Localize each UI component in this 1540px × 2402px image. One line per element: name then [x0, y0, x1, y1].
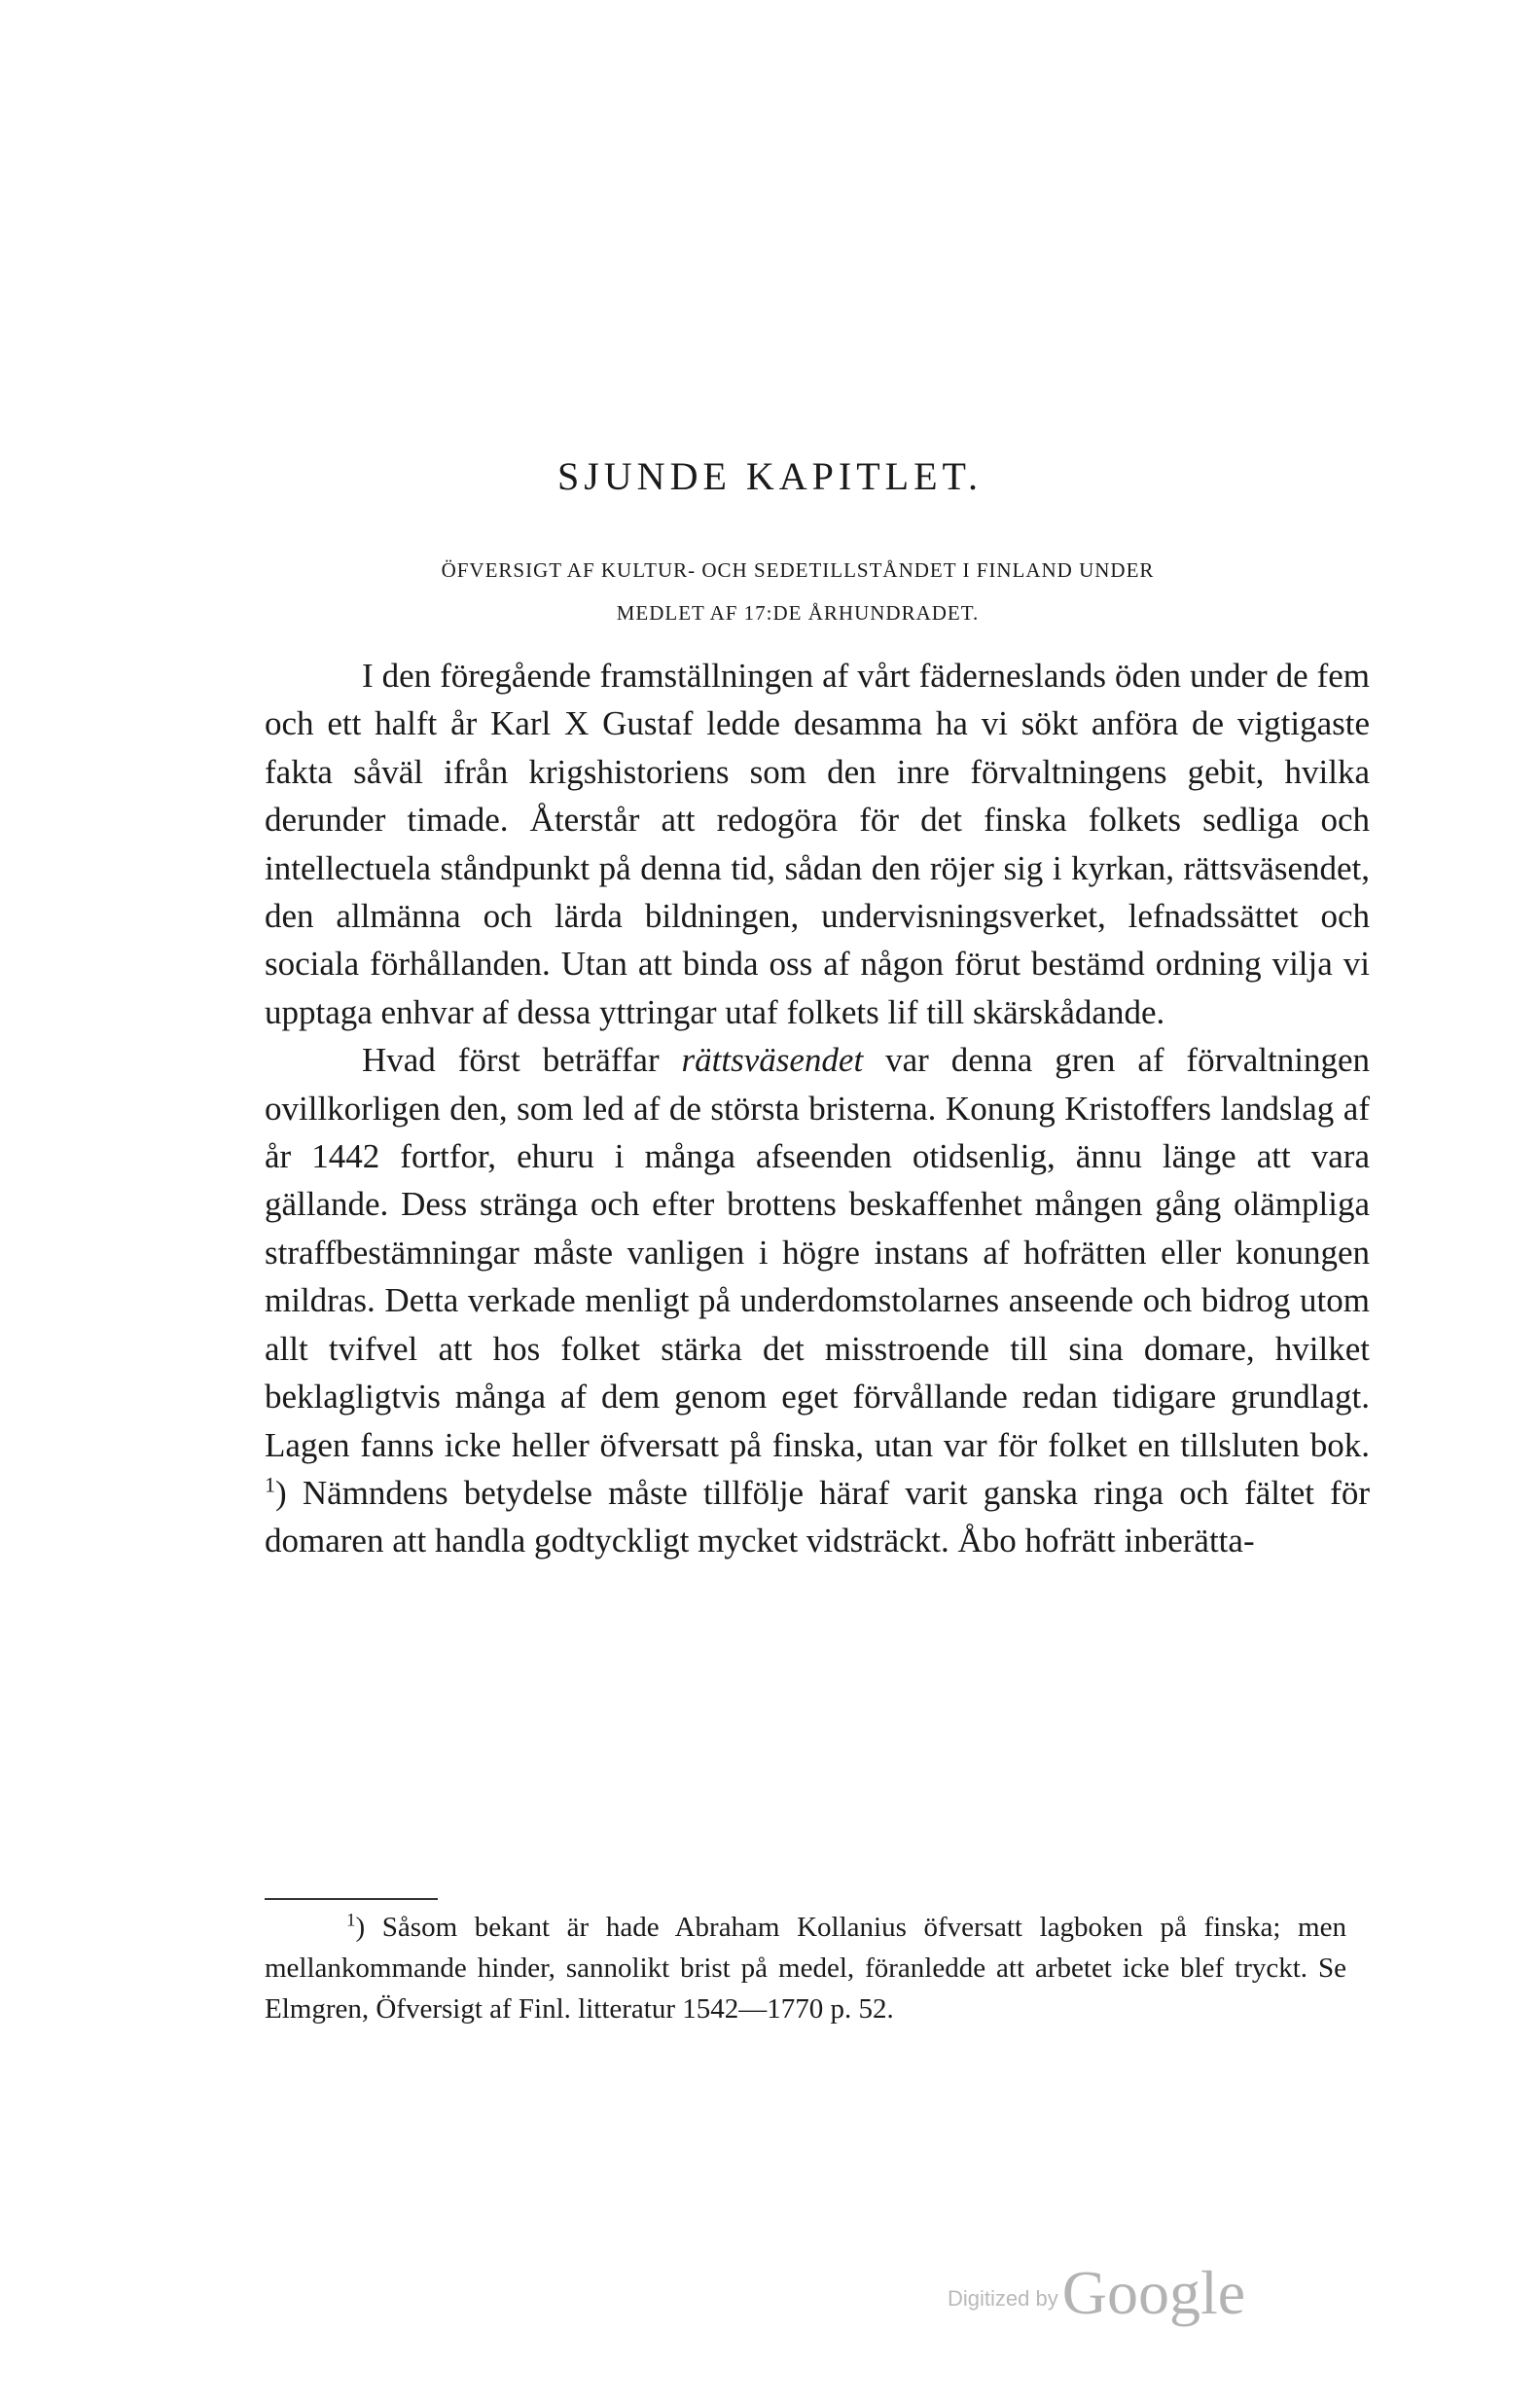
subtitle-line-1: ÖFVERSIGT AF KULTUR- OCH SEDETILLSTÅNDET I FINLAND UNDER: [441, 558, 1155, 582]
chapter-subtitle: [243, 549, 1352, 634]
emphasis-rattsvasendet: rättsväsendet: [681, 1041, 864, 1080]
body-text: [265, 652, 1370, 1565]
footnote: [265, 1907, 1346, 2029]
paragraph-1: I den föregående framställningen af vårt fäderneslands öden under de fem och ett halft år Karl X Gustaf ledde desamma ha vi sökt anföra de vigtigaste fakta såväl ifrån krigshistoriens som den inre förvaltningens gebit, hvilka derunder timade. Återstår att redogöra för det finska folkets sedliga och intellectuela ståndpunkt på denna tid, sådan den röjer sig i kyrkan, rättsväsendet, den allmänna och lärda bildningen, undervisningsverket, lefnadssättet och sociala förhållanden. Utan att binda oss af någon förut bestämd ordning vilja vi upptaga enhvar af dessa yttringar utaf folkets lif till skärskådande.: [265, 657, 1370, 1031]
paragraph-2-middle: var denna gren af förvaltningen ovillkorligen den, som led af de största bristerna. Konung Kristoffers landslag af år 1442 fortfor, ehuru i många afseenden otidsenlig, ännu länge att vara gällande. Dess stränga och efter brottens beskaffenhet mången gång olämpliga straffbestämningar måste vanligen i högre instans af hofrätten eller konungen mildras. Detta verkade menligt på underdomstolarnes anseende och bidrog utom allt tvifvel att hos folket stärka det misstroende till sina domare, hvilket beklagligtvis många af dem genom eget förvållande redan tidigare grundlagt. Lagen fanns icke heller öfversatt på finska, utan var för folket en tillsluten bok.: [265, 1041, 1370, 1464]
watermark-prefix: Digitized by: [948, 2286, 1058, 2311]
paragraph-2-end: ) Nämndens betydelse måste tillfölje häraf varit ganska ringa och fältet för domaren att handla godtyckligt mycket vidsträckt. Åbo hofrätt inberätta-: [265, 1473, 1370, 1560]
paragraph-2-start: Hvad först beträffar: [362, 1041, 682, 1080]
google-logo: Google: [1061, 2258, 1246, 2327]
digitized-watermark: [948, 2257, 1245, 2329]
footnote-divider: [265, 1898, 438, 1900]
footnote-reference: 1: [265, 1472, 275, 1497]
paragraph-2: [265, 1036, 1370, 1564]
chapter-title: SJUNDE KAPITLET.: [556, 454, 983, 498]
footnote-text: ) Såsom bekant är hade Abraham Kollanius öfversatt lagboken på finska; men mellankommande hinder, sannolikt brist på medel, föranledde att arbetet icke blef tryckt. Se Elmgren, Öfversigt af Finl. litteratur 1542—1770 p. 52.: [265, 1912, 1346, 2025]
subtitle-line-2: MEDLET AF 17:DE ÅRHUNDRADET.: [616, 601, 980, 625]
footnote-mark: 1: [346, 1910, 356, 1931]
